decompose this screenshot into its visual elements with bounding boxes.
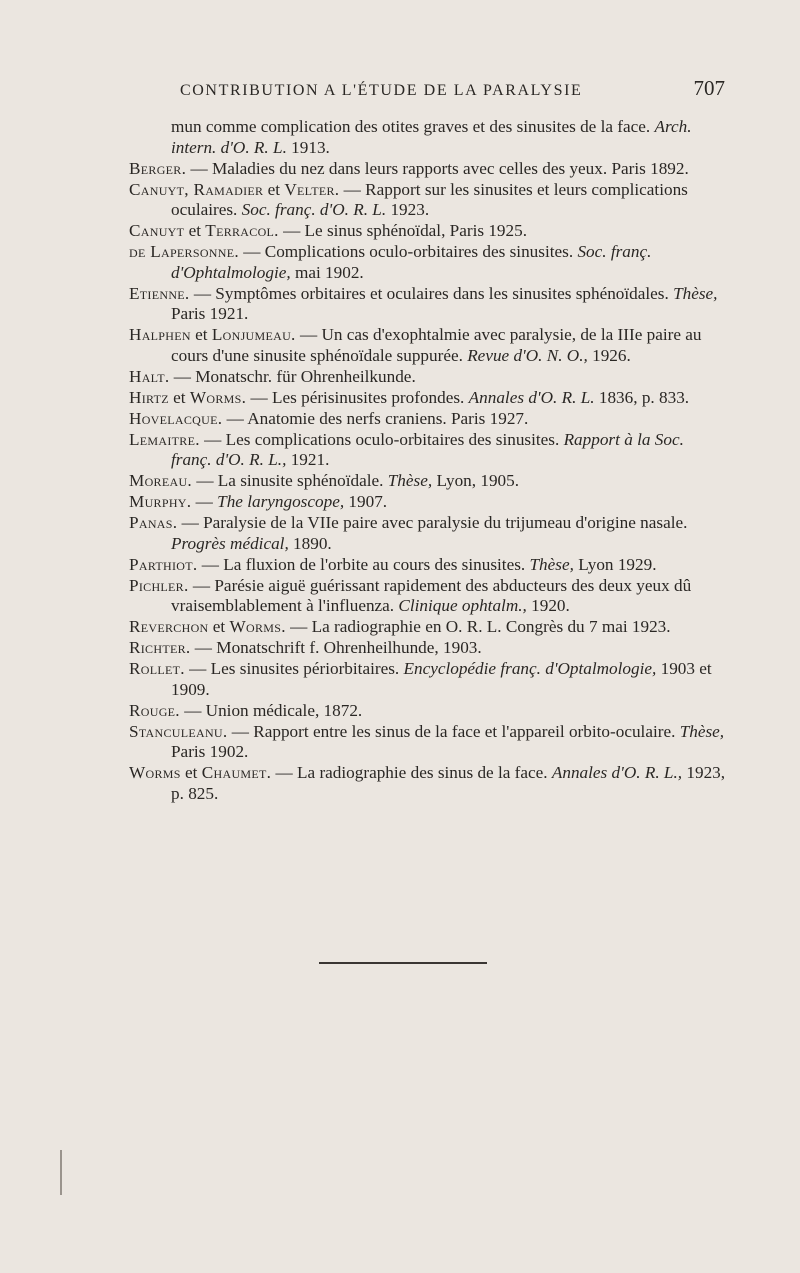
reference-text: 1926.: [587, 345, 631, 365]
margin-mark: [60, 1150, 62, 1195]
reference-text: 1913.: [286, 137, 330, 157]
reference-source: Thèse,: [387, 471, 433, 490]
reference-text: Rapport entre les sinus de la face et l'appareil orbito-oculaire.: [253, 721, 680, 741]
reference-text: —: [192, 471, 218, 490]
reference-author: Worms.: [229, 617, 286, 636]
reference-text: —: [188, 575, 215, 595]
reference-entry: [129, 429, 726, 471]
reference-text: et: [168, 387, 190, 407]
reference-entry: [171, 117, 726, 158]
reference-text: Rapport sur les sinusites et leurs complications oculaires.: [171, 179, 688, 219]
reference-text: —: [184, 659, 211, 678]
reference-entry: [129, 575, 726, 617]
reference-text: —: [186, 158, 212, 178]
reference-entry: [129, 492, 726, 513]
reference-text: Paris 1902.: [171, 742, 249, 761]
reference-author: Berger.: [129, 158, 187, 178]
reference-text: Maladies du nez dans leurs rapports avec celles des yeux. Paris 1892.: [211, 158, 689, 178]
reference-source: Revue d'O. N. O.,: [467, 345, 588, 365]
reference-text: —: [191, 492, 218, 511]
reference-entry: [129, 283, 726, 325]
reference-text: —: [227, 721, 254, 741]
reference-text: et: [190, 325, 212, 344]
reference-text: —: [285, 617, 312, 636]
reference-entry: [129, 513, 726, 554]
running-head: CONTRIBUTION A L'ÉTUDE DE LA PARALYSIE: [180, 82, 583, 99]
reference-text: mun comme complication des otites graves et des sinusites de la face.: [171, 117, 655, 136]
reference-author: Chaumet.: [201, 763, 272, 782]
reference-text: 1907.: [344, 492, 388, 511]
reference-text: 1921.: [286, 450, 330, 469]
reference-text: Complications oculo-orbitaires des sinusites.: [264, 242, 578, 261]
reference-text: et: [184, 221, 206, 240]
bibliography-list: [0, 117, 800, 805]
reference-text: 1903 et 1909.: [171, 659, 712, 699]
reference-text: Les périsinusites profondes.: [271, 387, 469, 407]
reference-text: 1923.: [386, 200, 430, 219]
reference-entry: [129, 158, 726, 180]
reference-entry: [129, 221, 726, 242]
reference-author: Panas.: [129, 513, 178, 532]
reference-text: La fluxion de l'orbite au cours des sinusites.: [223, 554, 530, 574]
end-rule: [319, 962, 487, 964]
reference-text: Symptômes orbitaires et oculaires dans les sinusites sphénoïdales.: [215, 283, 674, 303]
reference-text: Paralysie de la VIIe paire avec paralysie du trijumeau d'origine nasale.: [203, 513, 688, 532]
reference-author: Parthiot.: [129, 554, 198, 574]
reference-entry: [129, 554, 726, 576]
reference-entry: [129, 408, 726, 430]
reference-text: —: [177, 513, 204, 532]
reference-source: Progrès médical,: [171, 533, 289, 553]
reference-author: Hirtz: [129, 387, 169, 407]
reference-author: Reverchon: [129, 617, 209, 636]
reference-text: et: [180, 763, 202, 782]
reference-entry: [129, 179, 726, 221]
reference-author: Worms.: [189, 387, 247, 407]
reference-text: Les sinusites périorbitaires.: [210, 659, 404, 678]
reference-text: 1923, p. 825.: [171, 763, 726, 803]
reference-text: 1920.: [526, 596, 570, 615]
reference-text: —: [179, 700, 206, 720]
reference-author: Velter.: [284, 179, 340, 199]
reference-text: La sinusite sphénoïdale.: [217, 471, 388, 490]
reference-source: Annales d'O. R. L.,: [551, 763, 683, 782]
reference-text: —: [271, 763, 298, 782]
reference-author: Pichler.: [129, 575, 189, 595]
reference-author: Etienne.: [129, 283, 190, 303]
reference-text: Lyon 1929.: [573, 554, 657, 574]
reference-source: Rapport à la Soc. franç. d'O. R. L.,: [171, 429, 684, 469]
reference-entry: [129, 659, 726, 700]
reference-entry: [129, 366, 726, 388]
reference-text: —: [278, 221, 305, 240]
reference-text: Le sinus sphénoïdal, Paris 1925.: [304, 221, 528, 240]
reference-entry: [129, 638, 726, 659]
reference-text: Paris 1921.: [171, 304, 249, 323]
reference-source: Soc. franç. d'Ophtalmologie,: [171, 242, 652, 282]
reference-text: —: [197, 554, 224, 574]
reference-entry: [129, 471, 726, 492]
reference-entry: [129, 617, 726, 638]
reference-author: Canuyt, Ramadier: [129, 179, 264, 199]
reference-text: mai 1902.: [290, 262, 364, 282]
reference-author: de Lapersonne.: [129, 242, 239, 261]
reference-source: Arch. intern. d'O. R. L.: [171, 117, 692, 157]
reference-text: —: [199, 429, 226, 449]
reference-text: Les complications oculo-orbitaires des sinusites.: [225, 429, 564, 449]
page-header: [180, 76, 725, 106]
reference-source: Encyclopédie franç. d'Optalmologie,: [403, 659, 657, 678]
reference-author: Halphen: [129, 325, 191, 344]
reference-text: —: [169, 366, 196, 386]
reference-text: et: [208, 617, 230, 636]
reference-author: Worms: [129, 763, 181, 782]
reference-text: et: [263, 179, 285, 199]
reference-text: —: [238, 242, 265, 261]
reference-text: La radiographie en O. R. L. Congrès du 7 mai 1923.: [311, 617, 671, 636]
reference-text: —: [295, 325, 322, 344]
reference-source: Clinique ophtalm.,: [398, 596, 527, 615]
reference-text: Monatschrift f. Ohrenheilhunde, 1903.: [216, 638, 482, 657]
reference-source: Annales d'O. R. L.: [468, 387, 595, 407]
reference-source: Thèse,: [673, 283, 718, 303]
reference-text: Anatomie des nerfs craniens. Paris 1927.: [247, 408, 529, 428]
reference-author: Halt.: [129, 366, 170, 386]
reference-author: Terracol.: [205, 221, 279, 240]
reference-entry: [129, 721, 726, 763]
reference-entry: [129, 325, 726, 366]
reference-text: La radiographie des sinus de la face.: [297, 763, 552, 782]
page-number: 707: [693, 76, 725, 100]
reference-entry: [129, 387, 726, 409]
reference-entry: [129, 700, 726, 722]
reference-author: Murphy.: [129, 492, 192, 511]
reference-text: Lyon, 1905.: [432, 471, 520, 490]
reference-text: 1836, p. 833.: [594, 387, 690, 407]
reference-author: Stanculeanu.: [129, 721, 228, 741]
reference-text: 1890.: [288, 533, 332, 553]
reference-author: Richter.: [129, 638, 191, 657]
reference-author: Lonjumeau.: [211, 325, 296, 344]
reference-source: Soc. franç. d'O. R. L.: [241, 200, 387, 219]
reference-text: Monatschr. für Ohrenheilkunde.: [195, 366, 416, 386]
reference-text: —: [222, 408, 248, 428]
reference-entry: [129, 242, 726, 283]
reference-text: —: [339, 179, 366, 199]
reference-source: The laryngoscope,: [217, 492, 345, 511]
reference-author: Hovelacque.: [129, 408, 223, 428]
reference-text: —: [246, 387, 272, 407]
reference-author: Canuyt: [129, 221, 185, 240]
reference-text: —: [189, 283, 216, 303]
reference-author: Rollet.: [129, 659, 185, 678]
reference-text: Union médicale, 1872.: [205, 700, 363, 720]
reference-entry: [129, 763, 726, 804]
reference-author: Moreau.: [129, 471, 193, 490]
reference-author: Rouge.: [129, 700, 180, 720]
reference-author: Lemaitre.: [129, 429, 200, 449]
reference-text: —: [190, 638, 217, 657]
reference-text: Un cas d'exophtalmie avec paralysie, de la IIIe paire au cours d'une sinusite sphénoïdale suppurée.: [171, 325, 702, 365]
reference-source: Thèse,: [679, 721, 725, 741]
reference-text: Parésie aiguë guérissant rapidement des abducteurs des deux yeux dû vraisemblablement à l'influenza.: [171, 575, 692, 615]
reference-source: Thèse,: [529, 554, 574, 574]
